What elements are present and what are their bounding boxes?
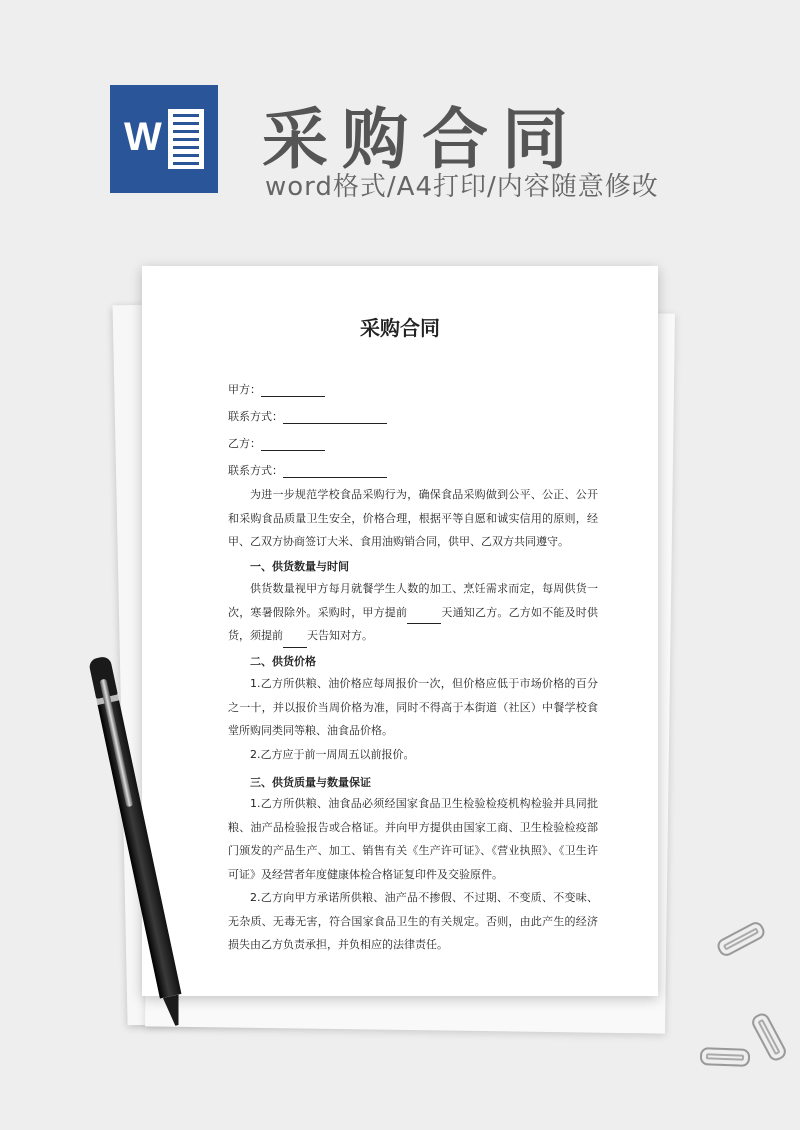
notice-days-blank[interactable] (407, 613, 441, 624)
party-a-label: 甲方： (228, 383, 261, 396)
party-a-contact-blank[interactable] (283, 413, 387, 424)
word-logo-letter: W (124, 115, 162, 159)
section-1-heading: 一、供货数量与时间 (250, 560, 349, 573)
paperclip-icon (700, 1047, 751, 1067)
party-b-contact-field (228, 462, 387, 478)
section-2-paragraph-1: 1.乙方所供粮、油价格应每周报价一次，但价格应低于市场价格的百分之一十，并以报价当周价格为准，同时不得高于本街道（社区）中餐学校食堂所购同类同等粮、油食品价格。 (228, 677, 598, 737)
inform-days-blank[interactable] (283, 637, 307, 648)
section-1-text-b: 天通知乙方。乙方如不能及时供货，须提前 (228, 605, 599, 642)
party-b-contact-label: 联系方式： (228, 464, 283, 477)
word-logo-icon (110, 85, 218, 193)
party-a-contact-label: 联系方式： (228, 410, 283, 423)
party-b-contact-blank[interactable] (283, 467, 387, 478)
section-2-paragraph-2: 2.乙方应于前一周周五以前报价。 (250, 748, 415, 761)
section-3-heading: 三、供货质量与数量保证 (250, 776, 371, 789)
section-1-paragraph (228, 577, 598, 648)
party-b-blank[interactable] (261, 440, 325, 451)
party-a-field (228, 381, 325, 397)
party-a-blank[interactable] (261, 386, 325, 397)
paperclip-icon (749, 1011, 788, 1064)
document-lines-icon (168, 109, 204, 169)
section-1-text-c: 天告知对方。 (307, 629, 373, 642)
document-page (142, 266, 658, 996)
section-3-paragraph-1: 1.乙方所供粮、油食品必须经国家食品卫生检验检疫机构检验并具同批粮、油产品检验报告或合格证。并向甲方提供由国家工商、卫生检验检疫部门颁发的产品生产、加工、销售有关《生产许可证》、《营业执照》、《卫生许可证》及经营者年度健康体检合格证复印件及交验原件。 (228, 797, 598, 881)
paperclip-icon (715, 919, 768, 958)
party-b-label: 乙方： (228, 437, 261, 450)
intro-paragraph: 为进一步规范学校食品采购行为，确保食品采购做到公平、公正、公开和采购食品质量卫生安全，价格合理，根据平等自愿和诚实信用的原则，经甲、乙双方协商签订大米、食用油购销合同，供甲、乙双方共同遵守。 (228, 488, 598, 548)
document-title: 采购合同 (360, 316, 440, 340)
section-2-heading: 二、供货价格 (250, 655, 316, 668)
section-3-paragraph-2: 2.乙方向甲方承诺所供粮、油产品不掺假、不过期、不变质、不变味、无杂质、无毒无害，符合国家食品卫生的有关规定。否则，由此产生的经济损失由乙方负责承担，并负相应的法律责任。 (228, 891, 598, 951)
banner-title: 采购合同 (262, 101, 582, 178)
party-a-contact-field (228, 408, 387, 424)
section-1-text-a: 供货数量视甲方每月就餐学生人数的加工、烹饪需求而定，每周供货一次，寒暑假除外。采购时，甲方提前 (228, 582, 598, 619)
banner-subtitle: word格式/A4打印/内容随意修改 (265, 172, 659, 202)
party-b-field (228, 435, 325, 451)
